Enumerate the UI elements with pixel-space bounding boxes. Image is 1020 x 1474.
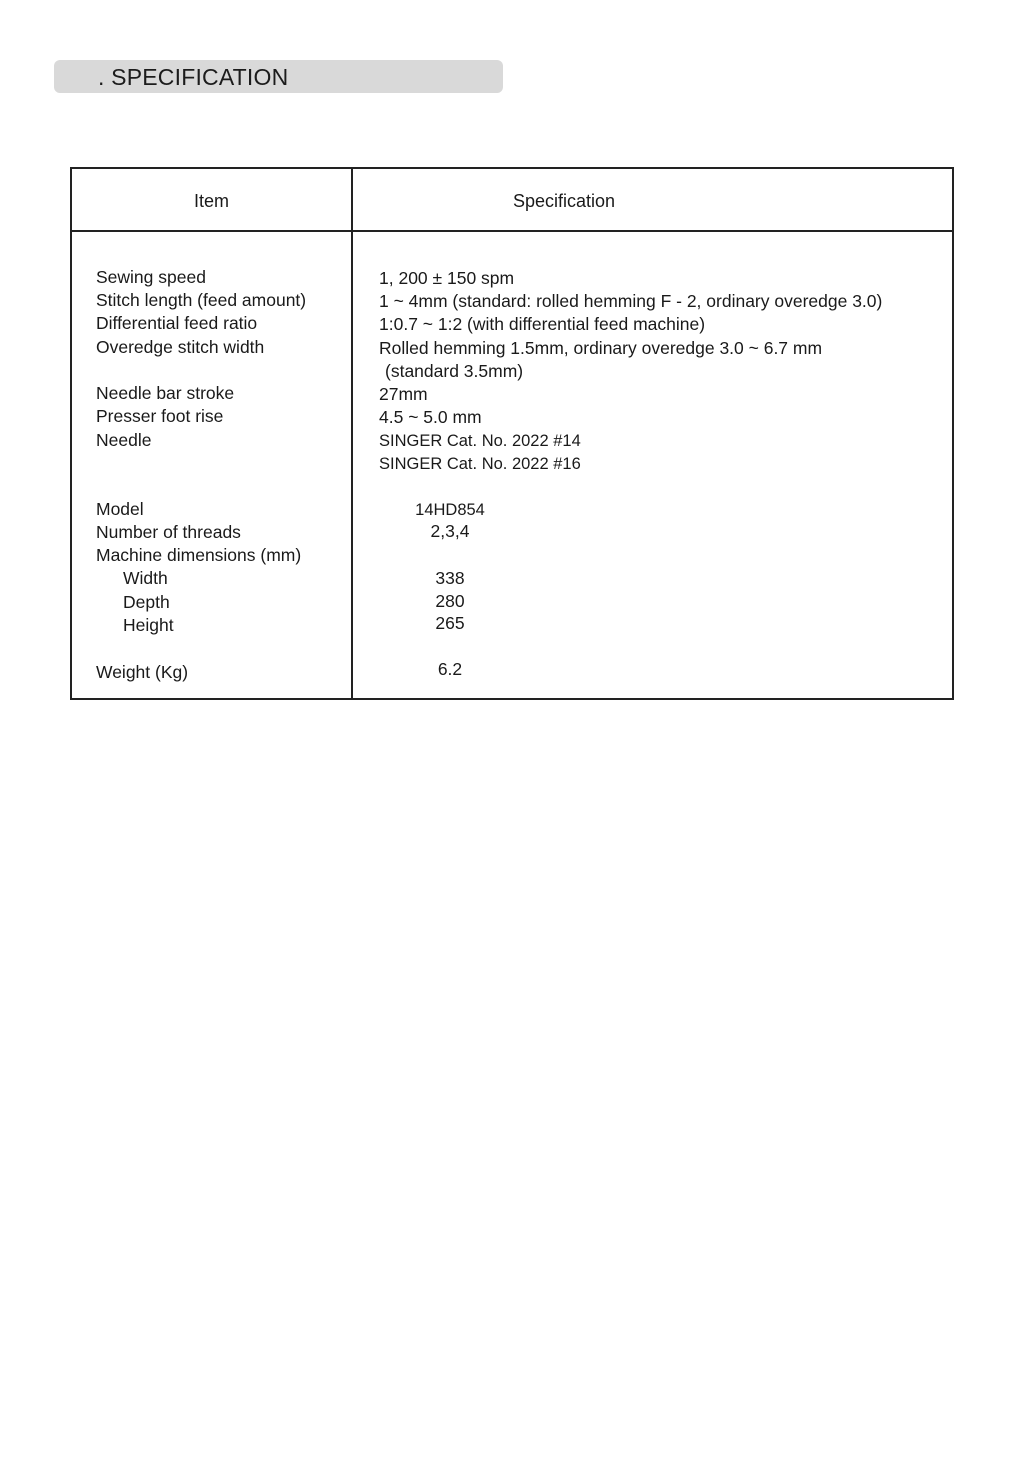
- label-height: Height: [123, 615, 174, 635]
- header-item: Item: [193, 191, 229, 211]
- label-machine-dimensions: Machine dimensions (mm): [96, 545, 302, 565]
- label-depth: Depth: [123, 592, 170, 612]
- section-title: . SPECIFICATION: [98, 64, 289, 90]
- value-needle-bar-stroke: 27mm: [379, 384, 428, 404]
- label-number-of-threads: Number of threads: [96, 522, 241, 542]
- value-presser-foot-rise: 4.5 ~ 5.0 mm: [379, 407, 482, 427]
- label-width: Width: [123, 568, 168, 588]
- column-divider: [351, 169, 353, 698]
- label-needle-bar-stroke: Needle bar stroke: [96, 383, 235, 403]
- label-overedge-stitch-width: Overedge stitch width: [96, 337, 265, 357]
- label-needle: Needle: [96, 430, 152, 450]
- header-specification: Specification: [512, 191, 616, 211]
- value-sewing-speed: 1, 200 ± 150 spm: [379, 268, 515, 288]
- value-height: 265: [435, 613, 465, 633]
- header-divider: [72, 230, 952, 232]
- label-weight: Weight (Kg): [96, 662, 189, 682]
- value-overedge-stitch-width: Rolled hemming 1.5mm, ordinary overedge 3.0 ~ 6.7 mm: [379, 338, 823, 358]
- label-model: Model: [96, 499, 144, 519]
- label-sewing-speed: Sewing speed: [96, 267, 206, 287]
- value-weight: 6.2: [437, 659, 463, 679]
- value-depth: 280: [435, 591, 465, 611]
- label-differential-feed-ratio: Differential feed ratio: [96, 313, 258, 333]
- label-stitch-length: Stitch length (feed amount): [96, 290, 307, 310]
- section-banner: [54, 60, 503, 93]
- value-model: 14HD854: [415, 501, 485, 519]
- value-needle-14: SINGER Cat. No. 2022 #14: [379, 432, 581, 450]
- value-overedge-stitch-width-standard: (standard 3.5mm): [385, 361, 524, 381]
- value-width: 338: [435, 568, 465, 588]
- specification-table: [70, 167, 954, 700]
- label-presser-foot-rise: Presser foot rise: [96, 406, 224, 426]
- value-needle-16: SINGER Cat. No. 2022 #16: [379, 455, 581, 473]
- value-number-of-threads: 2,3,4: [430, 521, 470, 541]
- value-differential-feed-ratio: 1:0.7 ~ 1:2 (with differential feed machine): [379, 314, 706, 334]
- value-stitch-length: 1 ~ 4mm (standard: rolled hemming F - 2, ordinary overedge 3.0): [379, 291, 883, 311]
